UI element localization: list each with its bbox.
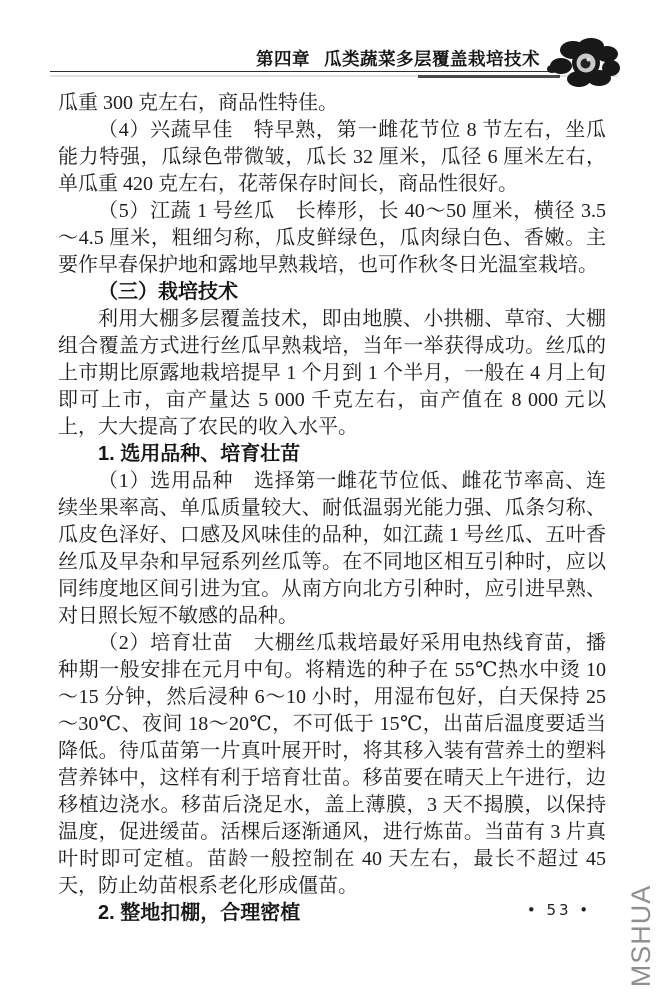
body-text [58,90,606,927]
watermark-text: MSHUA [626,884,656,988]
header-rule-thin [50,71,552,72]
paragraph-variety-4 [58,117,606,198]
chapter-name: 瓜类蔬菜多层覆盖栽培技术 [324,49,540,69]
step-name-2: （2）培育壮苗 [98,632,234,654]
step-text-2: 大棚丝瓜栽培最好采用电热线育苗，播种期一般安排在元月中旬。将精选的种子在 55℃热水中烫 10～15 分钟，然后浸种 6～10 小时，用湿布包好，白天保持 25～30℃、夜间 18～20℃，不可低于 15℃，出苗后温度要适当降低。待瓜苗第一片真叶展开时，将其移入装有营养土的塑料营养钵中，这样有利于培育壮苗。移苗要在晴天上午进行，边移植边浇水。移苗后浇足水，盖上薄膜，3 天不揭膜，以保持温度，促进缓苗。活棵后逐渐通风，进行炼苗。当苗有 3 片真叶时即可定植。苗龄一般控制在 40 天左右，最长不超过 45 天，防止幼苗根系老化形成僵苗。 [58,632,606,897]
chapter-number: 第四章 [256,49,310,69]
page-number: • 53 • [526,901,592,919]
paragraph-seedling-raising [58,630,606,900]
running-head [50,46,618,92]
variety-desc-4: 特早熟，第一雌花节位 8 节左右，坐瓜能力特强，瓜绿色带微皱，瓜长 32 厘米，瓜径 6 厘米左右，单瓜重 420 克左右，花蒂保存时间长，商品性很好。 [58,119,607,195]
paragraph-variety-5 [58,198,606,279]
flower-ornament-icon [547,36,621,88]
paragraph-overview: 利用大棚多层覆盖技术，即由地膜、小拱棚、草帘、大棚组合覆盖方式进行丝瓜早熟栽培，当年一举获得成功。丝瓜的上市期比原露地栽培提早 1 个月到 1 个半月，一般在 4 月上旬即可上市，亩产量达 5 000 千克左右，亩产值在 8 000 元以上，大大提高了农民的收入水平。 [58,308,606,438]
variety-desc-5: 长棒形，长 40～50 厘米，横径 3.5～4.5 厘米，粗细匀称，瓜皮鲜绿色，瓜肉绿白色、香嫩。主要作早春保护地和露地早熟栽培，也可作秋冬日光温室栽培。 [58,200,607,276]
step-text-1: 选择第一雌花节位低、雌花节率高、连续坐果率高、单瓜质量较大、耐低温弱光能力强、瓜条匀称、瓜皮色泽好、口感及风味佳的品种，如江蔬 1 号丝瓜、五叶香丝瓜及早杂和早冠系列丝瓜等。在不同地区相互引种时，应以同纬度地区间引进为宜。从南方向北方引种时，应引进早熟、对日照长短不敏感的品种。 [58,470,606,627]
paragraph-seed-selection [58,468,606,630]
variety-name-4: （4）兴蔬早佳 [98,119,234,141]
header-rule-thick [418,75,560,78]
subsection-heading-1: 1. 选用品种、培育壮苗 [98,443,301,465]
section-heading-cultivation: （三）栽培技术 [98,281,238,303]
paragraph-continuation: 瓜重 300 克左右，商品性特佳。 [58,92,338,114]
subsection-heading-2: 2. 整地扣棚，合理密植 [98,902,301,924]
chapter-title [256,46,540,71]
variety-name-5: （5）江蔬 1 号丝瓜 [98,200,275,222]
step-name-1: （1）选用品种 [98,470,234,492]
